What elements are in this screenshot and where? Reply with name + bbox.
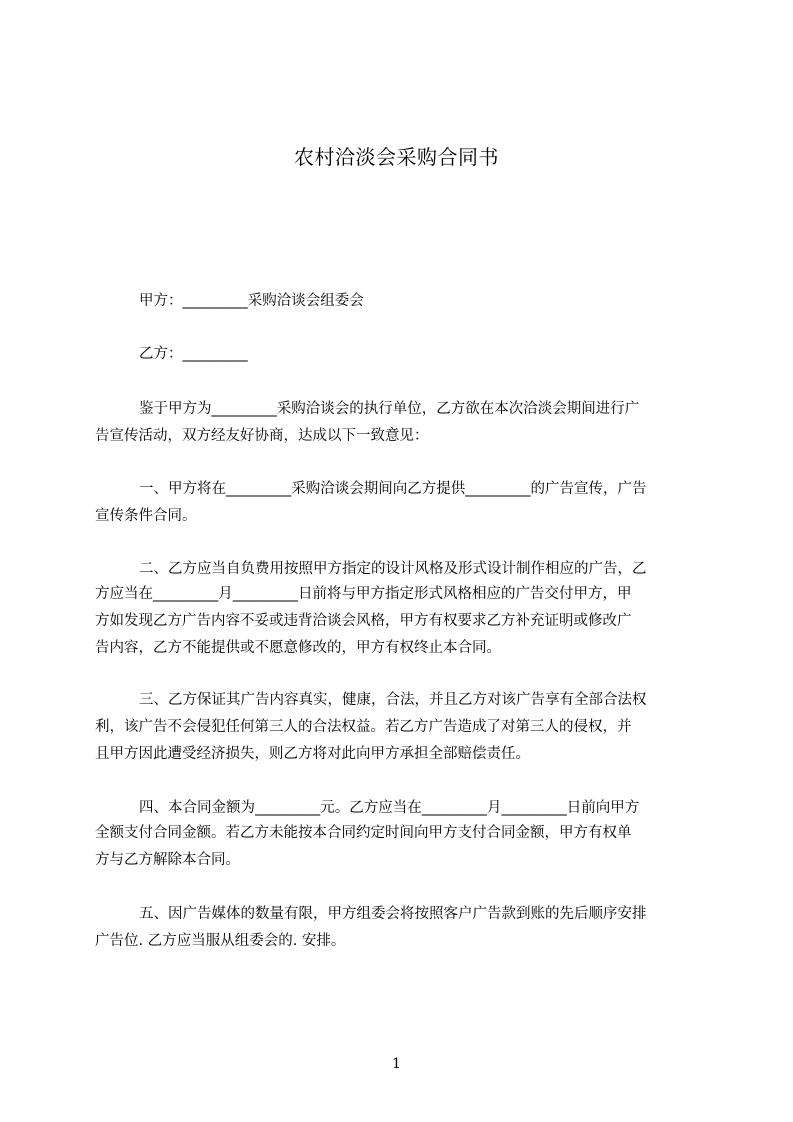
clause3-line-3: 且甲方因此遭受经济损失，则乙方将对此向甲方承担全部赔偿责任。 — [95, 746, 530, 762]
preamble-line-1: 鉴于甲方为_________采购洽谈会的执行单位，乙方欲在本次洽淡会期间进行广 — [139, 401, 640, 417]
party-b-line: 乙方：_________ — [139, 346, 248, 362]
preamble-line-2: 告宣传活动，双方经友好协商，达成以下一致意见： — [95, 428, 429, 444]
page-number: 1 — [392, 1056, 401, 1072]
clause1-line-1: 一、甲方将在_________采购洽谈会期间向乙方提供_________的广告宣传，广告 — [139, 481, 647, 497]
clause2-line-4: 告内容，乙方不能提供或不愿意修改的，甲方有权终止本合同。 — [95, 640, 501, 656]
clause5-line-2: 广告位. 乙方应当服从组委会的. 安排。 — [95, 933, 346, 949]
clause2-line-2: 方应当在_________月_________日前将与甲方指定形式风格相应的广告交付甲方，甲 — [95, 586, 632, 602]
clause2-line-1: 二、乙方应当自负费用按照甲方指定的设计风格及形式设计制作相应的广告，乙 — [139, 561, 647, 577]
clause4-line-3: 方与乙方解除本合同。 — [95, 852, 240, 868]
clause3-line-1: 三、乙方保证其广告内容真实，健康，合法，并且乙方对该广告享有全部合法权 — [139, 692, 647, 708]
clause2-line-3: 方如发现乙方广告内容不妥或违背洽谈会风格，甲方有权要求乙方补充证明或修改广 — [95, 613, 632, 629]
clause4-line-2: 全额支付合同金额。若乙方未能按本合同约定时间向甲方支付合同金额，甲方有权单 — [95, 825, 632, 841]
clause4-line-1: 四、本合同金额为_________元。乙方应当在_________月_________日前向甲方 — [139, 800, 640, 816]
clause1-line-2: 宣传条件合同。 — [95, 508, 197, 524]
party-a-line: 甲方：_________采购洽谈会组委会 — [139, 293, 364, 309]
clause3-line-2: 利，该广告不会侵犯任何第三人的合法权益。若乙方广告造成了对第三人的侵权，并 — [95, 719, 632, 735]
clause5-line-1: 五、因广告媒体的数量有限，甲方组委会将按照客户广告款到账的先后顺序安排 — [139, 906, 647, 922]
document-title: 农村洽淡会采购合同书 — [294, 145, 499, 169]
